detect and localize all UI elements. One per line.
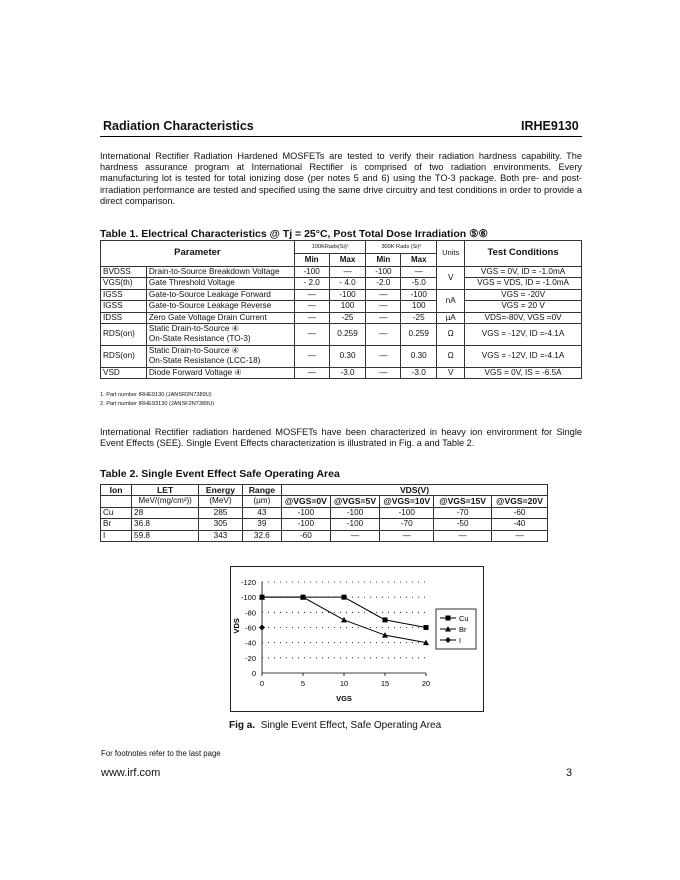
vds-value: -100 bbox=[282, 507, 331, 518]
col-max: Max bbox=[329, 254, 366, 267]
value-max1: -3.0 bbox=[329, 367, 366, 378]
vds-value: -60 bbox=[492, 507, 548, 518]
page-number: 3 bbox=[566, 767, 573, 779]
test-condition: VGS = 0V, ID = -1.0mA bbox=[465, 267, 582, 278]
col-min: Min bbox=[294, 254, 329, 267]
col-ion: Ion bbox=[101, 485, 132, 496]
y-tick-label: -100 bbox=[240, 593, 256, 603]
vds-value: — bbox=[330, 530, 380, 541]
y-tick-label: -80 bbox=[245, 608, 256, 618]
param-symbol: IDSS bbox=[101, 312, 147, 323]
value-max2: — bbox=[401, 267, 437, 278]
param-description-line: On-State Resistance (TO-3) bbox=[148, 334, 251, 344]
vds-value: -70 bbox=[434, 507, 492, 518]
legend-label: I bbox=[459, 636, 462, 645]
vds-value: -100 bbox=[380, 507, 434, 518]
param-description bbox=[146, 267, 294, 278]
chart-frame bbox=[230, 566, 484, 712]
test-condition: VGS = VDS, ID = -1.0mA bbox=[465, 278, 582, 289]
col-max: Max bbox=[401, 254, 437, 267]
table1-header-row bbox=[101, 241, 582, 254]
value-max1: -100 bbox=[329, 289, 366, 300]
section-title: Radiation Characteristics bbox=[103, 119, 254, 133]
param-description-line: Gate Threshold Voltage bbox=[148, 278, 235, 288]
let-value: 28 bbox=[132, 507, 199, 518]
table2-caption: Table 2. Single Event Effect Safe Operating Area bbox=[100, 468, 340, 480]
ion-name: Cu bbox=[101, 507, 132, 518]
param-symbol: VGS(th) bbox=[101, 278, 147, 289]
x-tick-label: 0 bbox=[259, 679, 265, 688]
value-min2: -100 bbox=[366, 267, 401, 278]
col-ion-unit bbox=[101, 496, 132, 507]
table1-row bbox=[101, 367, 582, 378]
param-description bbox=[146, 367, 294, 378]
see-chart bbox=[231, 567, 483, 711]
footnote-reference: For footnotes refer to the last page bbox=[101, 749, 221, 758]
value-min2: — bbox=[366, 289, 401, 300]
value-max2: -25 bbox=[401, 312, 437, 323]
col-min: Min bbox=[366, 254, 401, 267]
data-point-cu bbox=[383, 617, 388, 622]
electrical-characteristics-table bbox=[100, 240, 582, 379]
value-max1: 0.259 bbox=[329, 324, 366, 346]
x-tick-label: 15 bbox=[380, 679, 390, 688]
header-rule bbox=[100, 136, 582, 137]
x-axis-label: VGS bbox=[336, 694, 352, 703]
param-description-line: Drain-to-Source Breakdown Voltage bbox=[148, 267, 280, 276]
value-max2: -3.0 bbox=[401, 367, 437, 378]
value-min2: — bbox=[366, 324, 401, 346]
col-let-unit: MeV/(mg/cm²)) bbox=[132, 496, 199, 507]
x-tick-label: 10 bbox=[339, 679, 349, 688]
value-min2: — bbox=[366, 367, 401, 378]
vds-value: — bbox=[380, 530, 434, 541]
param-symbol: BVDSS bbox=[101, 267, 147, 278]
value-min1: — bbox=[294, 367, 329, 378]
col-300krads: 300K Rads (Si)² bbox=[366, 241, 437, 254]
vds-value: — bbox=[434, 530, 492, 541]
col-vgs-20: @VGS=20V bbox=[492, 496, 548, 507]
value-max1: 100 bbox=[329, 301, 366, 312]
test-condition: VGS = 0V, IS = -6.5A bbox=[465, 367, 582, 378]
figure-caption-text: Single Event Effect, Safe Operating Area bbox=[260, 720, 442, 731]
energy-value: 285 bbox=[199, 507, 242, 518]
param-description bbox=[146, 324, 294, 346]
table2-subheader-row bbox=[101, 496, 548, 507]
table1-row bbox=[101, 301, 582, 312]
vds-value: -100 bbox=[330, 519, 380, 530]
value-max2: 0.259 bbox=[401, 324, 437, 346]
let-value: 36.8 bbox=[132, 519, 199, 530]
intro-paragraph: International Rectifier Radiation Hardened MOSFETs are tested to verify their radiation hardness capability. The hardness assurance program at International Rectifier is comprised of two radiation environments. Every manufacturing lot is tested for total ionizing dose (per notes 5 and 6) using the TO-3 package. Both pre- and post-irradiation performance are tested and specified using the same drive circuitry and test conditions in order to provide a direct comparison. bbox=[100, 151, 582, 206]
param-description bbox=[146, 345, 294, 367]
test-condition: VDS=-80V, VGS =0V bbox=[465, 312, 582, 323]
col-100krads: 100KRads(Si)¹ bbox=[294, 241, 366, 254]
legend-marker bbox=[446, 616, 451, 621]
param-description bbox=[146, 312, 294, 323]
legend-label: Br bbox=[459, 625, 467, 634]
test-condition: VGS = -12V, ID =-4.1A bbox=[465, 324, 582, 346]
website-link[interactable]: www.irf.com bbox=[101, 767, 161, 779]
param-unit: V bbox=[437, 267, 465, 290]
param-description-line: On-State Resistance (LCC-18) bbox=[148, 356, 261, 366]
y-tick-label: -20 bbox=[245, 653, 256, 663]
param-symbol: IGSS bbox=[101, 289, 147, 300]
value-min2: — bbox=[366, 301, 401, 312]
value-min1: — bbox=[294, 345, 329, 367]
col-vgs-15: @VGS=15V bbox=[434, 496, 492, 507]
value-min1: — bbox=[294, 301, 329, 312]
value-min1: — bbox=[294, 289, 329, 300]
table2-header-row bbox=[101, 485, 548, 496]
table2-row bbox=[101, 507, 548, 518]
see-paragraph: International Rectifier radiation hardened MOSFETs have been characterized in heavy ion environment for Single Event Effects (SEE). Single Event Effects characterization is illustrated in Fig. a and Table 2. bbox=[100, 427, 582, 449]
value-max1: - 4.0 bbox=[329, 278, 366, 289]
let-value: 59.8 bbox=[132, 530, 199, 541]
vds-value: -60 bbox=[282, 530, 331, 541]
param-description-line: Diode Forward Voltage ④ bbox=[148, 367, 242, 377]
col-test-conditions: Test Conditions bbox=[465, 241, 582, 267]
range-value: 32.6 bbox=[242, 530, 281, 541]
data-point-cu bbox=[424, 625, 429, 630]
see-safe-operating-table bbox=[100, 484, 548, 542]
table1-row bbox=[101, 267, 582, 278]
energy-value: 305 bbox=[199, 519, 242, 530]
y-tick-label: -120 bbox=[240, 578, 256, 587]
test-condition: VGS = 20 V bbox=[465, 301, 582, 312]
param-symbol: VSD bbox=[101, 367, 147, 378]
col-range-unit: (µm) bbox=[242, 496, 281, 507]
col-energy: Energy bbox=[199, 485, 242, 496]
value-max2: 100 bbox=[401, 301, 437, 312]
param-description-line: Gate-to-Source Leakage Reverse bbox=[148, 301, 272, 311]
col-vgs-0: @VGS=0V bbox=[282, 496, 331, 507]
range-value: 39 bbox=[242, 519, 281, 530]
y-tick-label: 0 bbox=[251, 669, 256, 678]
range-value: 43 bbox=[242, 507, 281, 518]
data-point-br bbox=[341, 617, 347, 623]
param-description-line: Static Drain-to-Source ④ bbox=[148, 324, 240, 334]
col-vgs-10: @VGS=10V bbox=[380, 496, 434, 507]
col-parameter: Parameter bbox=[101, 241, 295, 267]
test-condition: VGS = -20V bbox=[465, 289, 582, 300]
vds-value: — bbox=[492, 530, 548, 541]
test-condition: VGS = -12V, ID =-4.1A bbox=[465, 345, 582, 367]
col-vgs-5: @VGS=5V bbox=[330, 496, 380, 507]
table1-row bbox=[101, 324, 582, 346]
x-tick-label: 20 bbox=[421, 679, 431, 688]
value-max1: — bbox=[329, 267, 366, 278]
value-max2: -5.0 bbox=[401, 278, 437, 289]
ion-name: Br bbox=[101, 519, 132, 530]
data-point-i bbox=[259, 625, 265, 631]
table1-row bbox=[101, 312, 582, 323]
table1-row bbox=[101, 289, 582, 300]
table2-row bbox=[101, 519, 548, 530]
figure-label: Fig a. bbox=[229, 720, 256, 731]
col-units: Units bbox=[437, 241, 465, 267]
y-tick-label: -40 bbox=[245, 638, 256, 648]
param-unit: Ω bbox=[437, 324, 465, 346]
value-max1: 0.30 bbox=[329, 345, 366, 367]
table1-row bbox=[101, 345, 582, 367]
ion-name: I bbox=[101, 530, 132, 541]
table1-row bbox=[101, 278, 582, 289]
value-min2: — bbox=[366, 312, 401, 323]
value-max1: -25 bbox=[329, 312, 366, 323]
col-range: Range bbox=[242, 485, 281, 496]
col-vds: VDS(V) bbox=[282, 485, 548, 496]
param-description bbox=[146, 301, 294, 312]
value-max2: 0.30 bbox=[401, 345, 437, 367]
param-description-line: Gate-to-Source Leakage Forward bbox=[148, 289, 271, 299]
vds-value: -100 bbox=[282, 519, 331, 530]
vds-value: -40 bbox=[492, 519, 548, 530]
data-point-cu bbox=[342, 595, 347, 600]
table2-row bbox=[101, 530, 548, 541]
figure-caption bbox=[229, 720, 441, 731]
col-let: LET bbox=[132, 485, 199, 496]
param-symbol: IGSS bbox=[101, 301, 147, 312]
param-description bbox=[146, 289, 294, 300]
value-min2: -2.0 bbox=[366, 278, 401, 289]
table1-caption: Table 1. Electrical Characteristics @ Tj = 25°C, Post Total Dose Irradiation ⑤⑥ bbox=[100, 228, 488, 240]
param-description-line: Zero Gate Voltage Drain Current bbox=[148, 312, 267, 322]
param-symbol: RDS(on) bbox=[101, 345, 147, 367]
table1-footnote: 1. Part number IRHE9130 (JANSR2N7389U) bbox=[100, 392, 212, 398]
legend-label: Cu bbox=[459, 614, 469, 623]
part-number: IRHE9130 bbox=[521, 119, 579, 133]
param-symbol: RDS(on) bbox=[101, 324, 147, 346]
value-max2: -100 bbox=[401, 289, 437, 300]
param-unit: nA bbox=[437, 289, 465, 312]
vds-value: -70 bbox=[380, 519, 434, 530]
param-unit: µA bbox=[437, 312, 465, 323]
value-min1: — bbox=[294, 312, 329, 323]
param-description-line: Static Drain-to-Source ④ bbox=[148, 345, 240, 355]
value-min1: -100 bbox=[294, 267, 329, 278]
x-tick-label: 5 bbox=[300, 679, 306, 688]
table1-footnote: 2. Part number IRHE93130 (JANSF2N7389U) bbox=[100, 401, 215, 407]
y-tick-label: -60 bbox=[245, 623, 256, 633]
value-min1: — bbox=[294, 324, 329, 346]
vds-value: -50 bbox=[434, 519, 492, 530]
vds-value: -100 bbox=[330, 507, 380, 518]
param-unit: V bbox=[437, 367, 465, 378]
col-energy-unit: (MeV) bbox=[199, 496, 242, 507]
value-min2: — bbox=[366, 345, 401, 367]
param-description bbox=[146, 278, 294, 289]
energy-value: 343 bbox=[199, 530, 242, 541]
value-min1: - 2.0 bbox=[294, 278, 329, 289]
y-axis-label: VDS bbox=[232, 618, 241, 634]
param-unit: Ω bbox=[437, 345, 465, 367]
